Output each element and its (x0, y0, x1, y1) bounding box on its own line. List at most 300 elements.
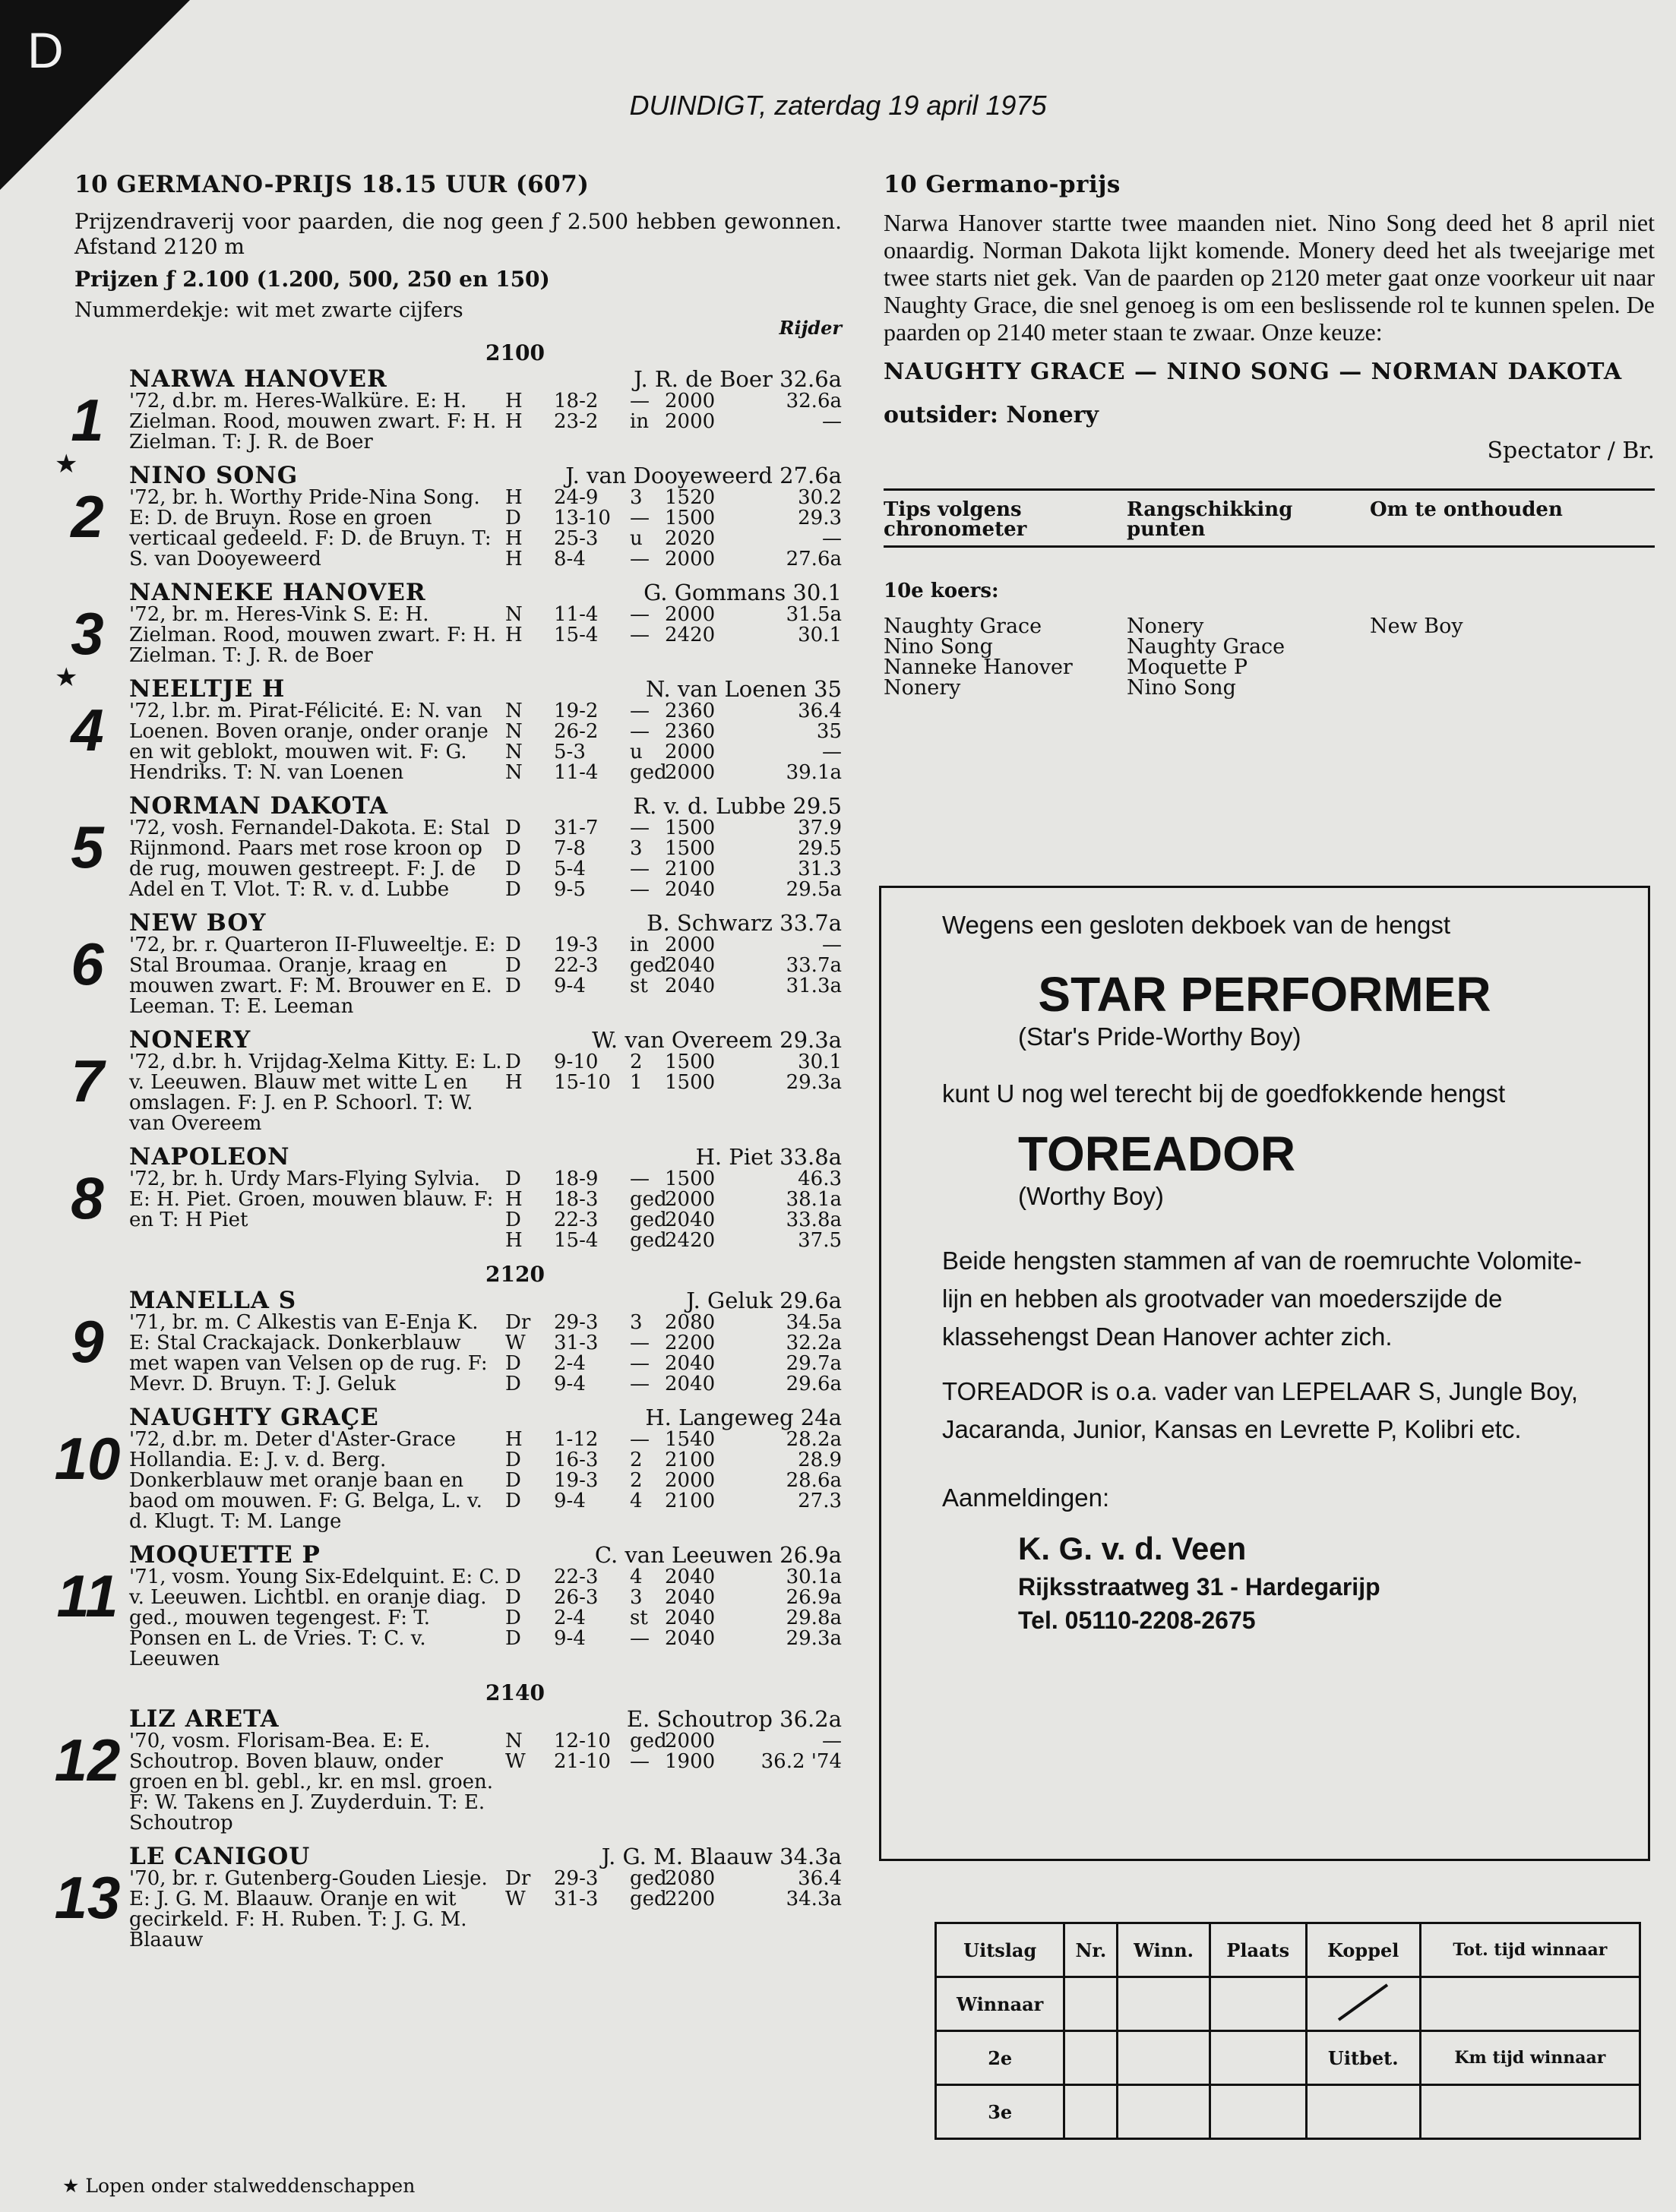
horse-rider: J. R. de Boer 32.6a (634, 366, 842, 392)
record-cell: 30.2 (798, 486, 842, 509)
horse-number: 6 (71, 931, 104, 997)
record-cell: 25-3 (554, 527, 599, 550)
record-cell: 1520 (665, 486, 716, 509)
record-cell: — (630, 1750, 650, 1773)
record-cell: u (630, 527, 643, 550)
record-cell: D (505, 975, 521, 997)
result-header-cell: Tot. tijd winnaar (1420, 1923, 1640, 1977)
record-cell: 1900 (665, 1750, 716, 1773)
horse-entry (54, 1843, 842, 1951)
record-cell: D (505, 1373, 521, 1395)
horse-name-row (129, 911, 842, 935)
commentary-picks: NAUGHTY GRACE — NINO SONG — NORMAN DAKOTA (884, 359, 1623, 385)
horse-rider: C. van Leeuwen 26.9a (594, 1542, 842, 1568)
result-cell-koppel[interactable] (1306, 1977, 1420, 2031)
record-cell: D (505, 817, 521, 839)
record-cell: H (505, 486, 523, 509)
record-cell: 3 (630, 1586, 643, 1609)
record-row (505, 625, 842, 646)
record-cell: 31.3a (786, 975, 842, 997)
horse-records (505, 1052, 842, 1134)
record-row (505, 1333, 842, 1354)
record-row (505, 605, 842, 625)
record-cell: 26-2 (554, 720, 599, 743)
result-cell[interactable] (1306, 2085, 1420, 2139)
tip-item: Naughty Grace (1127, 635, 1285, 659)
horse-entry (71, 1143, 842, 1252)
horse-rider: H. Piet 33.8a (695, 1144, 842, 1170)
record-cell: D (505, 1627, 521, 1650)
record-cell: — (822, 1730, 842, 1752)
record-row (505, 1374, 842, 1395)
ad-horse-2-pedigree: (Worthy Boy) (1018, 1182, 1164, 1210)
horse-name-row (129, 1543, 842, 1567)
record-cell: 1-12 (554, 1428, 599, 1451)
record-row (505, 412, 842, 432)
horse-name-row (129, 1707, 842, 1731)
record-cell: 5-4 (554, 858, 586, 880)
footnote: ★ Lopen onder stalweddenschappen (62, 2175, 416, 2197)
record-cell: 13-10 (554, 507, 611, 529)
record-cell: 3 (630, 1311, 643, 1334)
record-cell: — (630, 1352, 650, 1375)
record-cell: u (630, 741, 643, 763)
record-cell: 29.3 (798, 507, 842, 529)
record-row (505, 488, 842, 508)
horse-number: 11 (56, 1563, 119, 1629)
horse-name-row (129, 1288, 842, 1313)
record-cell: D (505, 1566, 521, 1588)
horse-entry (54, 1404, 842, 1533)
record-cell: 2000 (665, 548, 716, 570)
distance-header: 2100 (485, 340, 545, 365)
record-cell: Dr (505, 1867, 531, 1890)
horse-name: NEELTJE H (129, 675, 286, 703)
record-cell: H (505, 1071, 523, 1094)
horse-records (505, 391, 842, 453)
horse-number: 10 (54, 1425, 121, 1492)
distance-header: 2140 (485, 1680, 545, 1705)
ad-horse-1-pedigree: (Star's Pride-Worthy Boy) (1018, 1022, 1301, 1051)
horse-records (505, 1169, 842, 1251)
stallion-advertisement (879, 886, 1650, 1861)
horse-entry (71, 909, 842, 1018)
record-cell: 22-3 (554, 1209, 599, 1231)
record-cell: 2420 (665, 1229, 716, 1252)
record-row (505, 508, 842, 529)
record-cell: 18-9 (554, 1168, 599, 1190)
record-cell: — (630, 1373, 650, 1395)
race-program (54, 171, 842, 1961)
result-cell[interactable] (1064, 2085, 1118, 2139)
record-cell: H (505, 624, 523, 646)
record-cell: N (505, 603, 523, 626)
record-cell: 9-10 (554, 1051, 599, 1073)
record-cell: ged (630, 1867, 667, 1890)
record-row (505, 722, 842, 742)
record-cell: 9-5 (554, 878, 586, 901)
record-cell: 21-10 (554, 1750, 611, 1773)
record-cell: 2000 (665, 741, 716, 763)
record-cell: 11-4 (554, 603, 599, 626)
horse-name: LE CANIGOU (129, 1843, 311, 1870)
tip-item: Nonery (884, 676, 961, 700)
record-row (505, 1231, 842, 1251)
horse-name: NINO SONG (129, 462, 299, 489)
record-cell: 9-4 (554, 975, 586, 997)
record-row (505, 742, 842, 763)
tip-item: Nanneke Hanover (884, 656, 1073, 679)
horse-description: '72, d.br. m. Heres-Walküre. E: H. Zielman. Rood, mouwen zwart. F: H. Zielman. T: J. R. de Boer (129, 390, 497, 453)
horse-records (505, 1869, 842, 1951)
horse-rider: R. v. d. Lubbe 29.5 (633, 793, 842, 819)
record-cell: W (505, 1888, 526, 1910)
record-row (505, 1731, 842, 1752)
record-cell: 29.5 (798, 837, 842, 860)
commentary-signature: Spectator / Br. (1487, 438, 1655, 464)
record-cell: 19-3 (554, 934, 599, 956)
result-cell[interactable] (1210, 2085, 1306, 2139)
record-cell: — (630, 603, 650, 626)
tip-item: Moquette P (1127, 656, 1248, 679)
record-row (505, 391, 842, 412)
record-row (505, 1450, 842, 1471)
record-cell: 2200 (665, 1888, 716, 1910)
record-cell: 32.2a (786, 1332, 842, 1354)
record-cell: 29.5a (786, 878, 842, 901)
record-cell: W (505, 1332, 526, 1354)
record-cell: 33.7a (786, 954, 842, 977)
record-cell: 2000 (665, 1188, 716, 1211)
result-header-cell: Nr. (1064, 1923, 1118, 1977)
record-cell: 35 (816, 720, 842, 743)
record-cell: D (505, 1051, 521, 1073)
record-cell: 32.6a (786, 390, 842, 412)
record-cell: 1500 (665, 507, 716, 529)
horse-name-row (129, 1844, 842, 1869)
horse-number: 8 (71, 1164, 104, 1231)
record-cell: 2 (630, 1469, 643, 1492)
horse-entry (54, 1705, 842, 1834)
record-cell: D (505, 837, 521, 860)
ad-horse-2: TOREADOR (1018, 1127, 1296, 1181)
result-cell[interactable] (1210, 2031, 1306, 2085)
record-row (505, 1491, 842, 1512)
record-cell: 29.6a (786, 1373, 842, 1395)
race-cloth: Nummerdekje: wit met zwarte cijfers (74, 299, 463, 322)
record-cell: 2040 (665, 954, 716, 977)
record-cell: D (505, 934, 521, 956)
record-cell: 2200 (665, 1332, 716, 1354)
horse-number: 4 (71, 697, 104, 763)
ad-line-5: Aanmeldingen: (942, 1484, 1110, 1512)
record-row (505, 549, 842, 570)
record-cell: 28.9 (798, 1449, 842, 1471)
horse-number: 13 (54, 1864, 121, 1931)
horse-records (505, 488, 842, 570)
ad-contact-name: K. G. v. d. Veen (1018, 1531, 1247, 1566)
record-cell: 9-4 (554, 1490, 586, 1512)
tips-header-onthouden: Om te onthouden (1370, 498, 1563, 521)
ad-line-2: kunt U nog wel terecht bij de goedfokkende hengst (942, 1079, 1506, 1108)
record-cell: H (505, 527, 523, 550)
record-cell: 2000 (665, 603, 716, 626)
record-cell: 2100 (665, 858, 716, 880)
record-cell: 37.5 (798, 1229, 842, 1252)
record-cell: 4 (630, 1490, 643, 1512)
record-cell: D (505, 1469, 521, 1492)
record-cell: 26.9a (786, 1586, 842, 1609)
horse-description: '72, br. h. Urdy Mars-Flying Sylvia. E: H. Piet. Groen, mouwen blauw. F: en T: H Piet (129, 1168, 494, 1231)
record-row (505, 529, 842, 549)
record-cell: in (630, 410, 650, 433)
tips-koers: 10e koers: (884, 580, 999, 602)
horse-name-row (129, 580, 842, 605)
record-cell: 27.6a (786, 548, 842, 570)
record-cell: 2040 (665, 1586, 716, 1609)
horse-records (505, 701, 842, 783)
horse-number: 2 (71, 483, 104, 550)
record-cell: D (505, 1586, 521, 1609)
record-cell: 36.4 (798, 1867, 842, 1890)
record-cell: 2040 (665, 878, 716, 901)
horse-name: NONERY (129, 1026, 251, 1054)
star-icon: ★ (55, 449, 78, 479)
horse-records (505, 935, 842, 1017)
horse-description: '71, vosm. Young Six-Edelquint. E: C. v. Leeuwen. Lichtbl. en oranje diag. ged., mouwen tegengest. F: T. Ponsen en L. de Vries. T: C. v. Leeuwen (129, 1566, 500, 1670)
record-cell: 2000 (665, 390, 716, 412)
result-row (936, 1977, 1640, 2031)
record-cell: — (822, 527, 842, 550)
result-header-cell: Winn. (1118, 1923, 1210, 1977)
record-cell: 2 (630, 1449, 643, 1471)
distance-header: 2120 (485, 1262, 545, 1287)
record-row (505, 1869, 842, 1889)
horse-name-row (129, 794, 842, 818)
record-cell: — (630, 507, 650, 529)
horse-name: NARWA HANOVER (129, 365, 387, 393)
record-cell: 29-3 (554, 1867, 599, 1890)
record-cell: D (505, 954, 521, 977)
result-cell[interactable] (1210, 1977, 1306, 2031)
record-row (505, 976, 842, 997)
record-row (505, 1588, 842, 1608)
record-cell: 34.5a (786, 1311, 842, 1334)
record-cell: 29.7a (786, 1352, 842, 1375)
record-row (505, 1889, 842, 1910)
record-row (505, 880, 842, 900)
record-cell: ged (630, 1888, 667, 1910)
race-intro: Prijzendraverij voor paarden, die nog geen ƒ 2.500 hebben gewonnen. Afstand 2120 m (74, 209, 842, 259)
horse-number: 5 (71, 814, 104, 880)
record-cell: 22-3 (554, 954, 599, 977)
record-cell: 2040 (665, 975, 716, 997)
record-cell: 30.1a (786, 1566, 842, 1588)
tip-item: Nino Song (1127, 676, 1236, 700)
record-row (505, 818, 842, 839)
record-cell: 2020 (665, 527, 716, 550)
race-title: 10 GERMANO-PRIJS 18.15 UUR (607) (74, 171, 590, 198)
record-row (505, 956, 842, 976)
record-cell: 1500 (665, 1168, 716, 1190)
record-cell: — (822, 410, 842, 433)
horse-rider: H. Langeweg 24a (645, 1405, 842, 1430)
record-cell: 2000 (665, 1469, 716, 1492)
record-cell: 33.8a (786, 1209, 842, 1231)
record-cell: D (505, 1352, 521, 1375)
record-cell: Dr (505, 1311, 531, 1334)
record-cell: 2100 (665, 1449, 716, 1471)
section-letter: D (27, 22, 64, 78)
record-cell: D (505, 878, 521, 901)
record-cell: 1540 (665, 1428, 716, 1451)
record-cell: — (630, 1627, 650, 1650)
horse-name-row (129, 1145, 842, 1169)
horse-name-row (129, 367, 842, 391)
record-cell: 2360 (665, 700, 716, 722)
record-cell: 29.8a (786, 1607, 842, 1629)
record-row (505, 1629, 842, 1649)
record-cell: 2040 (665, 1352, 716, 1375)
result-row-label: Winnaar (936, 1977, 1064, 2031)
record-row (505, 1752, 842, 1772)
horse-entry (56, 1541, 842, 1670)
result-cell[interactable] (1420, 2085, 1640, 2139)
horse-name: NAPOLEON (129, 1143, 290, 1171)
horse-records (505, 605, 842, 666)
ad-line-1: Wegens een gesloten dekboek van de hengst (942, 911, 1451, 939)
result-header-cell: Uitslag (936, 1923, 1064, 1977)
record-cell: — (630, 817, 650, 839)
record-cell: 4 (630, 1566, 643, 1588)
horse-name-row (129, 1405, 842, 1430)
record-cell: in (630, 934, 650, 956)
record-cell: D (505, 507, 521, 529)
record-cell: 2000 (665, 410, 716, 433)
record-cell: — (630, 1168, 650, 1190)
result-table-header (936, 1923, 1640, 1977)
record-cell: 9-4 (554, 1627, 586, 1650)
record-cell: 5-3 (554, 741, 586, 763)
horse-description: '71, br. m. C Alkestis van E-Enja K. E: Stal Crackajack. Donkerblauw met wapen van Velsen op de rug. F: Mevr. D. Bruyn. T: J. Geluk (129, 1311, 488, 1395)
record-cell: 2-4 (554, 1607, 586, 1629)
tips-header (884, 488, 1655, 548)
result-header-cell: Koppel (1306, 1923, 1420, 1977)
result-row (936, 2085, 1640, 2139)
record-cell: N (505, 741, 523, 763)
result-row-label: 3e (936, 2085, 1064, 2139)
record-cell: 31-3 (554, 1888, 599, 1910)
record-cell: 31.5a (786, 603, 842, 626)
horse-description: '72, br. m. Heres-Vink S. E: H. Zielman. Rood, mouwen zwart. F: H. Zielman. T: J. R. de Boer (129, 603, 497, 667)
horse-entry (71, 1026, 842, 1135)
record-cell: 2080 (665, 1311, 716, 1334)
rider-header: Rijder (779, 317, 842, 339)
horse-name: NAUGHTY GRAÇE (129, 1404, 379, 1431)
record-cell: 38.1a (786, 1188, 842, 1211)
record-cell: 29-3 (554, 1311, 599, 1334)
ad-contact-address: Rijksstraatweg 31 - Hardegarijp (1018, 1573, 1380, 1601)
horse-rider: J. van Dooyeweerd 27.6a (565, 463, 842, 488)
record-cell: 2 (630, 1051, 643, 1073)
record-row (505, 1210, 842, 1231)
horse-description: '70, vosm. Florisam-Bea. E: E. Schoutrop. Boven blauw, onder groen en bl. gebl., kr. en msl. groen. F: W. Takens en J. Zuyderduin. T: E. Schoutrop (129, 1730, 494, 1834)
record-cell: 22-3 (554, 1566, 599, 1588)
record-cell: D (505, 1607, 521, 1629)
record-cell: 2000 (665, 934, 716, 956)
record-cell: H (505, 1428, 523, 1451)
record-cell: 18-3 (554, 1188, 599, 1211)
horse-description: '72, br. h. Worthy Pride-Nina Song. E: D. de Bruyn. Rose en groen verticaal gedeeld. F: D. de Bruyn. T: S. van Dooyeweerd (129, 486, 492, 570)
record-cell: 30.1 (798, 624, 842, 646)
record-cell: 1 (630, 1071, 643, 1094)
record-row (505, 763, 842, 783)
record-cell: ged (630, 1188, 667, 1211)
record-row (505, 1430, 842, 1450)
result-cell[interactable] (1118, 1977, 1210, 2031)
record-cell: ged (630, 1730, 667, 1752)
tip-item: Nino Song (884, 635, 993, 659)
horse-description: '72, br. r. Quarteron II-Fluweeltje. E: Stal Broumaa. Oranje, kraag en mouwen zwart. F: M. Brouwer en E. Leeman. T: E. Leeman (129, 934, 496, 1018)
record-cell: D (505, 1490, 521, 1512)
record-cell: — (630, 878, 650, 901)
result-table (934, 1922, 1641, 2140)
record-cell: 2360 (665, 720, 716, 743)
record-cell: H (505, 1188, 523, 1211)
horse-number: 1 (71, 387, 104, 453)
record-cell: D (505, 858, 521, 880)
record-cell: 2080 (665, 1867, 716, 1890)
record-row (505, 1190, 842, 1210)
tips-col-chronometer (884, 616, 1127, 698)
record-cell: 37.9 (798, 817, 842, 839)
record-cell: — (630, 720, 650, 743)
result-cell[interactable] (1118, 2031, 1210, 2085)
result-km-tijd-label: Km tijd winnaar (1420, 2031, 1640, 2085)
ad-line-3: Beide hengsten stammen af van de roemruchte Volomite-lijn en hebben als grootvader van moederszijde de klassehengst Dean Hanover achter zich. (942, 1247, 1582, 1351)
horse-name: LIZ ARETA (129, 1705, 280, 1733)
record-cell: 29.3a (786, 1071, 842, 1094)
record-cell: 31.3 (798, 858, 842, 880)
record-cell: — (630, 548, 650, 570)
record-cell: ged (630, 1229, 667, 1252)
record-cell: 1500 (665, 1051, 716, 1073)
record-row (505, 1073, 842, 1093)
record-row (505, 1052, 842, 1073)
result-row (936, 2031, 1640, 2085)
horse-rider: N. van Loenen 35 (645, 676, 842, 702)
ad-line-4: TOREADOR is o.a. vader van LEPELAAR S, Jungle Boy, Jacaranda, Junior, Kansas en Levrette P, Kolibri etc. (942, 1377, 1578, 1443)
result-cell[interactable] (1064, 1977, 1118, 2031)
record-cell: 31-3 (554, 1332, 599, 1354)
result-cell[interactable] (1064, 2031, 1118, 2085)
record-row (505, 839, 842, 859)
record-cell: 7-8 (554, 837, 586, 860)
record-cell: 19-3 (554, 1469, 599, 1492)
horse-description: '72, d.br. h. Vrijdag-Xelma Kitty. E: L. v. Leeuwen. Blauw met witte L en omslagen. F: J. en P. Schoorl. T: W. van Overeem (129, 1051, 502, 1135)
record-cell: 2100 (665, 1490, 716, 1512)
record-cell: 24-9 (554, 486, 599, 509)
result-cell[interactable] (1118, 2085, 1210, 2139)
record-row (505, 1567, 842, 1588)
horse-entry (71, 1287, 842, 1395)
record-cell: D (505, 1168, 521, 1190)
result-cell[interactable] (1420, 1977, 1640, 2031)
horse-name: NORMAN DAKOTA (129, 792, 389, 820)
horse-name-row (129, 1028, 842, 1052)
record-row (505, 1608, 842, 1629)
record-cell: 28.6a (786, 1469, 842, 1492)
